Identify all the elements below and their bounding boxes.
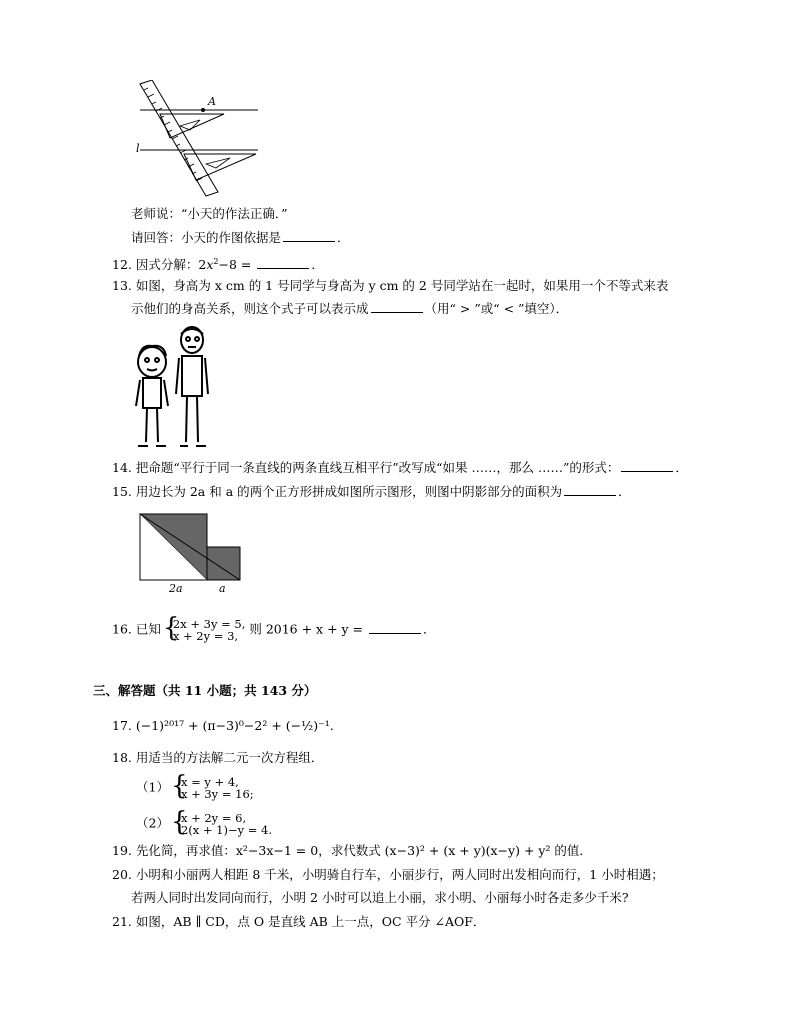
q14-blank[interactable] <box>621 460 673 472</box>
question-15: 15. 用边长为 2a 和 a 的两个正方形拼成如图所示图形，则图中阴影部分的面积为 ． <box>112 484 631 499</box>
students-figure <box>130 322 220 452</box>
q17-number: 17. <box>112 718 132 733</box>
question-16: 16. 已知 { 2x + 3y = 5, x + 2y = 3, 则 2016 + x + y = ． <box>112 618 436 642</box>
q15-blank[interactable] <box>564 484 616 496</box>
q16-system <box>165 618 245 642</box>
q18-p1-label: （1） <box>136 779 169 795</box>
question-19 <box>112 843 592 859</box>
question-12: 12. 因式分解：$2x^2-8$ = ． <box>112 257 324 273</box>
question-20-line2: 若两人同时出发同向而行，小明 2 小时可以追上小丽，求小明、小丽每小时各走多少千米? <box>131 890 629 905</box>
q17-text: (−1)²⁰¹⁷ + (π−3)⁰−2² + (−½)⁻¹. <box>135 718 334 733</box>
q16-post: 则 2016 + x + y = <box>249 621 368 637</box>
q16-blank[interactable] <box>369 622 421 634</box>
q16-eq1: 2x + 3y = 5, <box>172 617 246 631</box>
q18-number: 18. <box>112 750 132 765</box>
q12-text-a: 因式分解：2 <box>135 257 207 273</box>
squares-figure <box>138 512 250 584</box>
ruler-triangle-figure <box>130 80 270 200</box>
answer-prompt: 请回答：小天的作图依据是 ． <box>131 230 350 245</box>
q18-part-1 <box>136 776 254 800</box>
q12-number: 12. <box>112 257 132 273</box>
q15-number: 15. <box>112 484 132 499</box>
answer-blank[interactable] <box>283 230 335 242</box>
q18-p2-eq2: 2(x + 1)−y = 4. <box>180 823 273 837</box>
q21-text: 如图，AB ∥ CD，点 O 是直线 AB 上一点，OC 平分 ∠AOF． <box>135 914 486 929</box>
q18-text: 用适当的方法解二元一次方程组． <box>135 750 324 765</box>
q13-line1: 如图，身高为 x cm 的 1 号同学与身高为 y cm 的 2 号同学站在一起时，如果用一个不等式来表 <box>135 278 669 293</box>
q15-text: 用边长为 2a 和 a 的两个正方形拼成如图所示图形，则图中阴影部分的面积为 <box>135 484 563 499</box>
q13-blank[interactable] <box>371 301 423 313</box>
q19-number: 19. <box>112 843 132 858</box>
q18-p1-system <box>173 776 254 800</box>
q18-p1-eq2: x + 3y = 16; <box>180 787 254 801</box>
question-13-line2 <box>131 301 568 317</box>
q12-blank[interactable] <box>257 257 309 269</box>
q16-eq2: x + 2y = 3, <box>172 629 239 643</box>
q16-pre: 已知 <box>135 621 161 637</box>
label-a: a <box>219 582 226 595</box>
question-17 <box>112 718 334 734</box>
q13-number: 13. <box>112 278 132 293</box>
q14-text: 把命题“平行于同一条直线的两条直线互相平行”改写成“如果 ……，那么 ……”的形式： <box>135 460 620 475</box>
q20-number: 20. <box>112 867 132 882</box>
q18-part-2 <box>136 812 272 836</box>
point-a-label: A <box>208 95 216 108</box>
q20-line1: 小明和小丽两人相距 8 千米，小明骑自行车，小丽步行，两人同时出发相向而行，1 小时相遇； <box>135 867 664 882</box>
q12-text-b: −8 = <box>218 257 256 273</box>
q19-text: 先化简，再求值：x²−3x−1 = 0，求代数式 (x−3)² + (x + y)(x−y) + y² 的值． <box>135 843 592 858</box>
question-14: 14. 把命题“平行于同一条直线的两条直线互相平行”改写成“如果 ……，那么 ……”的形式： ． <box>112 460 688 475</box>
q18-p2-eq1: x + 2y = 6, <box>180 811 247 825</box>
q16-number: 16. <box>112 621 132 637</box>
teacher-comment: 老师说：“小天的作法正确．” <box>131 206 288 221</box>
question-20-line1 <box>112 867 664 883</box>
q14-number: 14. <box>112 460 132 475</box>
q18-p1-eq1: x = y + 4, <box>180 775 239 789</box>
q18-p2-system <box>173 812 272 836</box>
question-21 <box>112 914 485 930</box>
question-13-line1 <box>112 278 668 294</box>
q13-line2a: 示他们的身高关系，则这个式子可以表示成 <box>131 301 369 316</box>
q13-line2b: （用“ > ”或“ < ”填空）． <box>424 301 569 316</box>
line-l-label: l <box>136 142 140 155</box>
q21-number: 21. <box>112 914 132 929</box>
q18-p2-label: （2） <box>136 815 169 831</box>
label-2a: 2a <box>169 582 183 595</box>
question-18 <box>112 750 323 766</box>
answer-prompt-text: 请回答：小天的作图依据是 <box>131 230 282 245</box>
section-3-heading: 三、解答题（共 11 小题；共 143 分） <box>93 683 317 698</box>
